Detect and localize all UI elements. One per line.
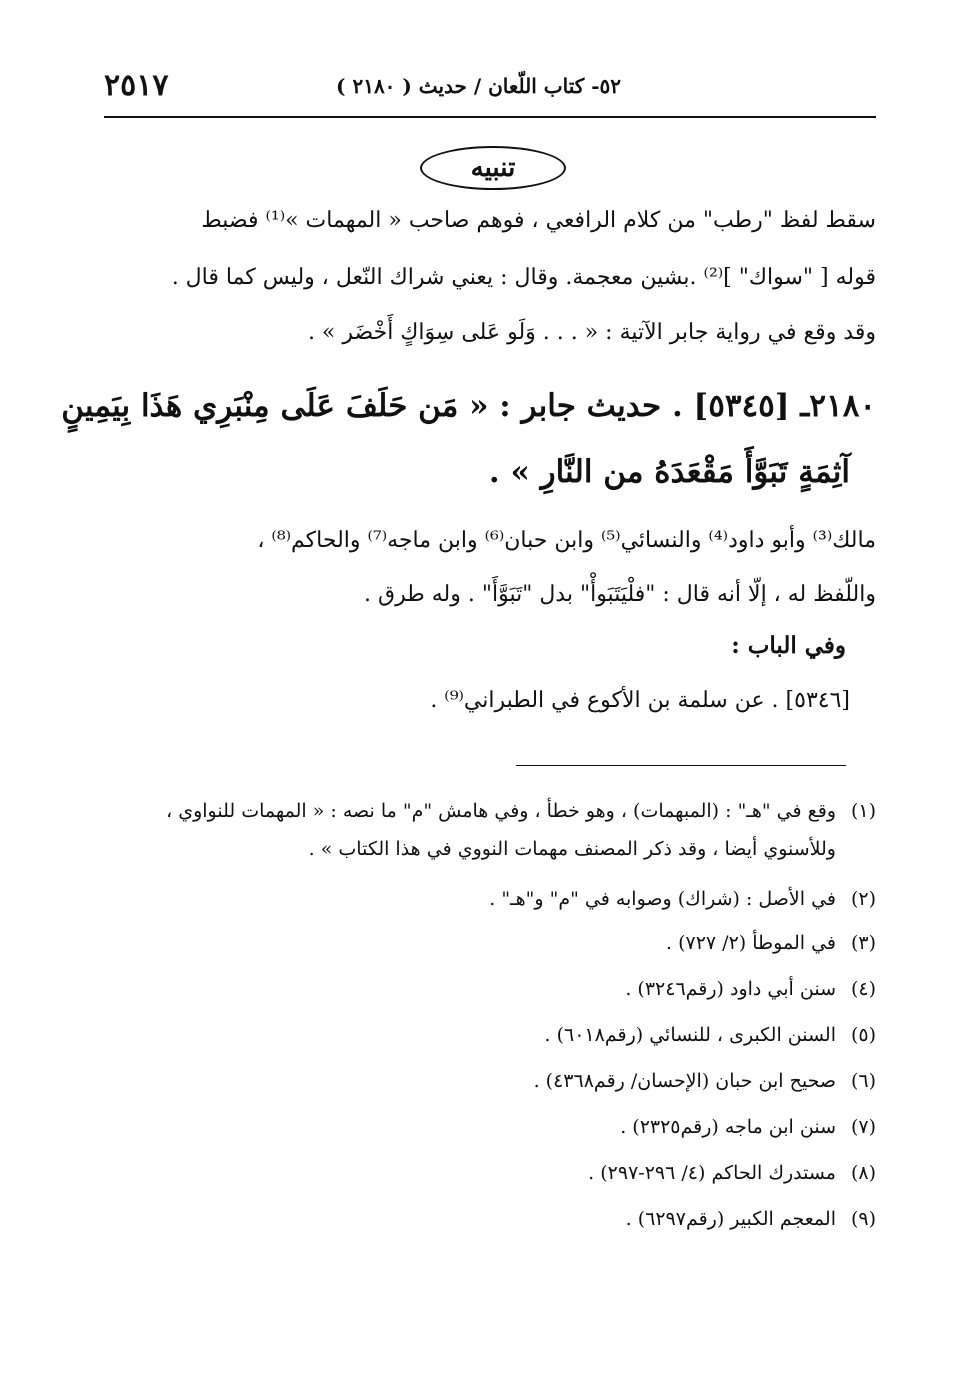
footnote-4 — [104, 978, 876, 1000]
bab-line: [٥٣٤٦] . عن سلمة بن الأكوع في الطبراني⁽⁹⁾ . — [430, 688, 850, 713]
footnote-text: سنن ابن ماجه (رقم٢٣٢٥) . — [620, 1116, 836, 1138]
tanbih-line-2: قوله [ "سواك" ]⁽²⁾ .بشين معجمة. وقال : يعني شراك النّعل ، وليس كما قال . — [171, 265, 876, 290]
footnote-text: في الأصل : (شراك) وصوابه في "م" و"هـ" . — [489, 888, 836, 910]
takhrij-line-2: واللّفظ له ، إلّا أنه قال : "فلْيَتَبَوأْ" بدل "تَبَوَّأَ" . وله طرق . — [364, 582, 876, 607]
footnote-number: (٤) — [850, 978, 876, 1000]
footnote-6 — [104, 1070, 876, 1092]
tanbih-heading: تنبيه — [420, 146, 566, 190]
footnote-number: (٣) — [850, 932, 876, 954]
footnote-7 — [104, 1116, 876, 1138]
footnote-number: (٢) — [850, 888, 876, 910]
footnote-number: (٧) — [850, 1116, 876, 1138]
footnote-number: (٥) — [850, 1024, 876, 1046]
footnote-separator — [516, 765, 846, 766]
hadith-line-2: آثِمَةٍ تَبَوَّأَ مَقْعَدَهُ من النَّارِ » . — [488, 454, 850, 490]
tanbih-line-3: وقد وقع في رواية جابر الآتية : « . . . وَلَو عَلى سِوَاكٍ أَخْضَر » . — [307, 320, 876, 345]
bab-heading: وفي الباب : — [731, 632, 846, 659]
footnote-text: المعجم الكبير (رقم٦٢٩٧) . — [625, 1208, 836, 1230]
footnote-5 — [104, 1024, 876, 1046]
footnote-number: (٨) — [850, 1162, 876, 1184]
footnote-9 — [104, 1208, 876, 1230]
footnote-8 — [104, 1162, 876, 1184]
footnote-text: في الموطأ (٢/ ٧٢٧) . — [666, 932, 836, 954]
page-header — [104, 68, 876, 118]
tanbih-line-1: سقط لفظ "رطب" من كلام الرافعي ، فوهم صاحب « المهمات »⁽¹⁾ فضبط — [201, 208, 876, 233]
footnote-text: السنن الكبرى ، للنسائي (رقم٦٠١٨) . — [544, 1024, 836, 1046]
footnote-number: (٩) — [850, 1208, 876, 1230]
footnote-3 — [104, 932, 876, 954]
footnote-text: وقع في "هـ" : (المبهمات) ، وهو خطأ ، وفي هامش "م" ما نصه : « المهمات للنواوي ، — [166, 800, 836, 822]
footnote-text: سنن أبي داود (رقم٣٢٤٦) . — [625, 978, 836, 1000]
footnote-number: (٦) — [850, 1070, 876, 1092]
footnote-text: مستدرك الحاكم (٤/ ٢٩٦-٢٩٧) . — [588, 1162, 836, 1184]
running-title: ٥٢- كتاب اللّعان / حديث ( ٢١٨٠ ) — [336, 74, 621, 98]
footnote-1-continuation: وللأسنوي أيضا ، وقد ذكر المصنف مهمات النووي في هذا الكتاب » . — [308, 838, 836, 860]
hadith-line-1: ٢١٨٠ـ [٥٣٤٥] . حديث جابر : « مَن حَلَفَ عَلَى مِنْبَرِي هَذَا بِيَمِينٍ — [61, 388, 876, 424]
footnote-text: صحيح ابن حبان (الإحسان/ رقم٤٣٦٨) . — [533, 1070, 836, 1092]
page-number: ٢٥١٧ — [104, 68, 169, 103]
footnote-1 — [104, 800, 876, 822]
footnote-number: (١) — [850, 800, 876, 822]
footnote-2 — [104, 888, 876, 910]
takhrij-line-1: مالك⁽³⁾ وأبو داود⁽⁴⁾ والنسائي⁽⁵⁾ وابن حبان⁽⁶⁾ وابن ماجه⁽⁷⁾ والحاكم⁽⁸⁾ ، — [257, 528, 876, 553]
